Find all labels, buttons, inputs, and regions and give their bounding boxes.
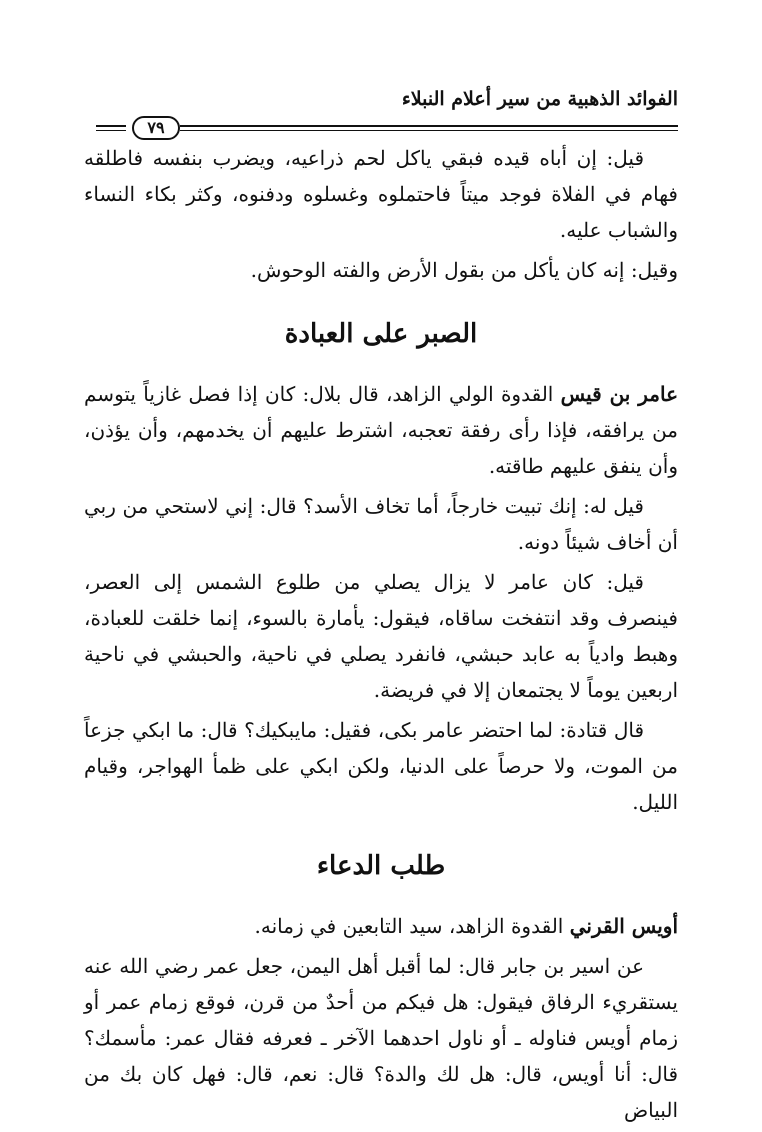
patience-paragraph-2: قيل له: إنك تبيت خارجاً، أما تخاف الأسد؟ قال: إني لاستحي من ربي أن أخاف شيئاً دونه. xyxy=(84,494,678,554)
supplication-paragraph-2: عن اسير بن جابر قال: لما أقبل أهل اليمن، جعل عمر رضي الله عنه يستقريء الرفاق فيقول: هل فيكم من أحدٌ من قرن، فوقع زمام عمر أو زمام أويس فناوله ـ أو ناول احدهما الآخر ـ فعرفه فقال عمر: مأسمك؟ قال: أنا أويس، قال: هل لك والدة؟ قال: نعم، قال: فهل كان بك من البياض xyxy=(84,954,678,1122)
intro-paragraph-2: وقيل: إنه كان يأكل من بقول الأرض والفته الوحوش. xyxy=(250,258,678,282)
section-heading-supplication: طلب الدعاء xyxy=(316,851,446,881)
supplication-paragraph-1 xyxy=(84,908,678,944)
section-heading-patience: الصبر على العبادة xyxy=(284,319,478,349)
patience-paragraph-1-text: القدوة الولي الزاهد، قال بلال: كان إذا فصل غازياً يتوسم من يرافقه، فإذا رأى رفقة تعجبه، اشترط عليهم أن يخدمهم، وأن يؤذن، وأن ينفق عليهم طاقته. xyxy=(84,382,678,478)
patience-paragraph-3: قيل: كان عامر لا يزال يصلي من طلوع الشمس إلى العصر، فينصرف وقد انتفخت ساقاه، فيقول: يأمارة بالسوء، إنما خلقت للعبادة، وهبط وادياً به عابد حبشي، فانفرد يصلي في ناحية، والحبشي في ناحية اربعين يوماً لا يجتمعان إلا في فريضة. xyxy=(84,570,678,702)
supplication-paragraph-1-text: القدوة الزاهد، سيد التابعين في زمانه. xyxy=(254,914,570,938)
header-rule-left-thick xyxy=(96,125,126,127)
intro-paragraph-1: قيل: إن أباه قيده فبقي ياكل لحم ذراعيه، ويضرب بنفسه فاطلقه فهام في الفلاة فوجد ميتاً فاحتملوه وغسلوه ودفنوه، وكثر بكاء النساء والشباب عليه. xyxy=(84,146,678,242)
header-rule-thin xyxy=(180,130,678,131)
header-rule xyxy=(96,116,678,138)
person-name-amir: عامر بن قيس xyxy=(560,382,678,406)
page-number: ٧٩ xyxy=(132,116,180,140)
header-rule-left-thin xyxy=(96,130,126,131)
running-title: الفوائد الذهبية من سير أعلام النبلاء xyxy=(401,88,678,110)
body-text xyxy=(84,140,678,1132)
patience-paragraph-4: قال قتادة: لما احتضر عامر بكى، فقيل: مايبكيك؟ قال: ما ابكي جزعاً من الموت، ولا حرصاً على الدنيا، ولكن ابكي على ظمأ الهواجر، وقيام الليل. xyxy=(84,718,678,814)
person-name-uways: أويس القرني xyxy=(569,914,678,938)
patience-paragraph-1 xyxy=(84,376,678,484)
header-rule-thick xyxy=(180,125,678,127)
